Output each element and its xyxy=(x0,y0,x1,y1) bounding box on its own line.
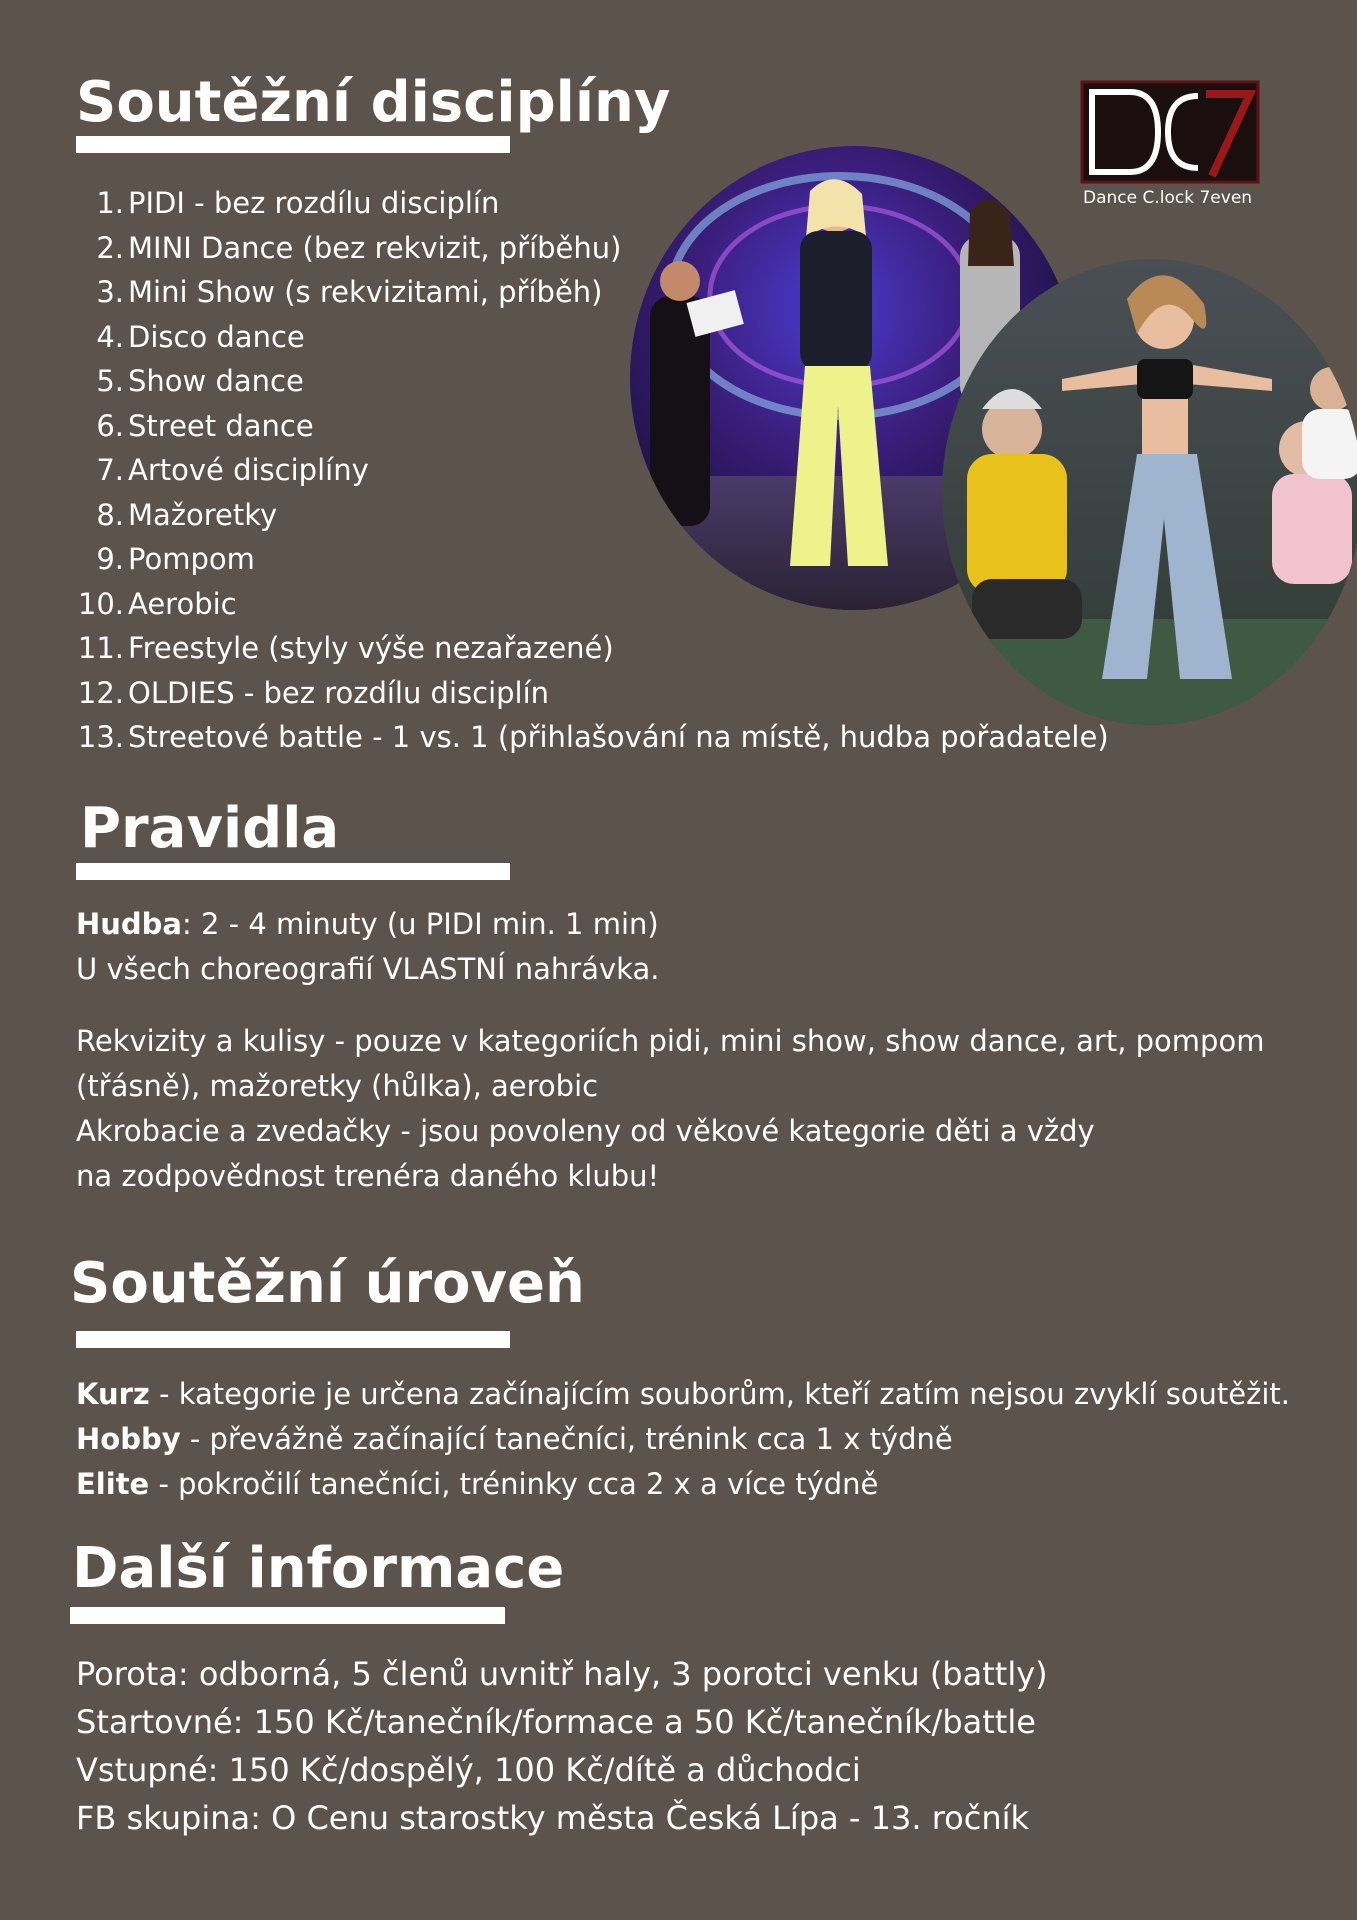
info-entry-fee: Vstupné: 150 Kč/dospělý, 100 Kč/dítě a důchodci xyxy=(76,1751,861,1789)
list-item: 13. Streetové battle - 1 vs. 1 (přihlašování na místě, hudba pořadatele) xyxy=(77,720,1109,754)
props-rule-line1: Rekvizity a kulisy - pouze v kategoriích pidi, mini show, show dance, art, pompom xyxy=(76,1024,1265,1058)
own-recording-rule: U všech choreografií VLASTNÍ nahrávka. xyxy=(76,952,660,986)
rules-body xyxy=(76,902,1264,1199)
info-title-underline xyxy=(70,1607,505,1624)
info-list xyxy=(76,1650,1048,1842)
list-item: 2. MINI Dance (bez rekvizit, příběhu) xyxy=(96,230,622,265)
list-item: 1. PIDI - bez rozdílu disciplín xyxy=(96,186,500,220)
list-item: 5. Show dance xyxy=(96,364,304,398)
level-elite: Elite - pokročilí tanečníci, tréninky cca 2 x a více týdně xyxy=(76,1467,879,1501)
list-item: 11. Freestyle (styly výše nezařazené) xyxy=(77,631,614,665)
list-item: 12. OLDIES - bez rozdílu disciplín xyxy=(77,675,550,710)
list-item: 3. Mini Show (s rekvizitami, příběh) xyxy=(96,275,603,309)
acro-rule-line2: na zodpovědnost trenéra daného klubu! xyxy=(76,1159,660,1193)
rules-title-underline xyxy=(76,863,510,880)
info-title: Další informace xyxy=(72,1536,565,1601)
list-item: 10. Aerobic xyxy=(77,586,237,621)
acro-rule-line1: Akrobacie a zvedačky - jsou povoleny od věkové kategorie děti a vždy xyxy=(76,1114,1095,1148)
music-label: Hudba xyxy=(76,907,183,941)
info-fb-group: FB skupina: O Cenu starostky města Česká Lípa - 13. ročník xyxy=(76,1799,1030,1837)
list-item: 6. Street dance xyxy=(96,408,314,443)
list-item: 4. Disco dance xyxy=(96,319,305,354)
child-dancer-photo xyxy=(942,259,1357,725)
levels-title: Soutěžní úroveň xyxy=(70,1251,585,1316)
music-rule: Hudba: 2 - 4 minuty (u PIDI min. 1 min) xyxy=(76,907,659,941)
info-jury: Porota: odborná, 5 členů uvnitř haly, 3 porotci venku (battly) xyxy=(76,1655,1048,1693)
info-start-fee: Startovné: 150 Kč/tanečník/formace a 50 Kč/tanečník/battle xyxy=(76,1703,1036,1741)
levels-list xyxy=(76,1372,1290,1507)
logo-tagline: Dance C.lock 7even xyxy=(1083,188,1253,208)
list-item: 8. Mažoretky xyxy=(96,497,278,532)
list-item: 7. Artové disciplíny xyxy=(96,453,369,487)
level-hobby: Hobby - převážně začínající tanečníci, trénink cca 1 x týdně xyxy=(76,1422,953,1456)
level-kurz: Kurz - kategorie je určena začínajícím souborům, kteří zatím nejsou zvyklí soutěžit. xyxy=(76,1377,1291,1411)
list-item: 9. Pompom xyxy=(96,542,255,576)
props-rule-line2: (třásně), mažoretky (hůlka), aerobic xyxy=(76,1069,599,1103)
levels-title-underline xyxy=(76,1331,510,1348)
rules-title: Pravidla xyxy=(80,796,340,861)
disciplines-title: Soutěžní disciplíny xyxy=(76,70,671,135)
disciplines-title-underline xyxy=(76,136,510,153)
